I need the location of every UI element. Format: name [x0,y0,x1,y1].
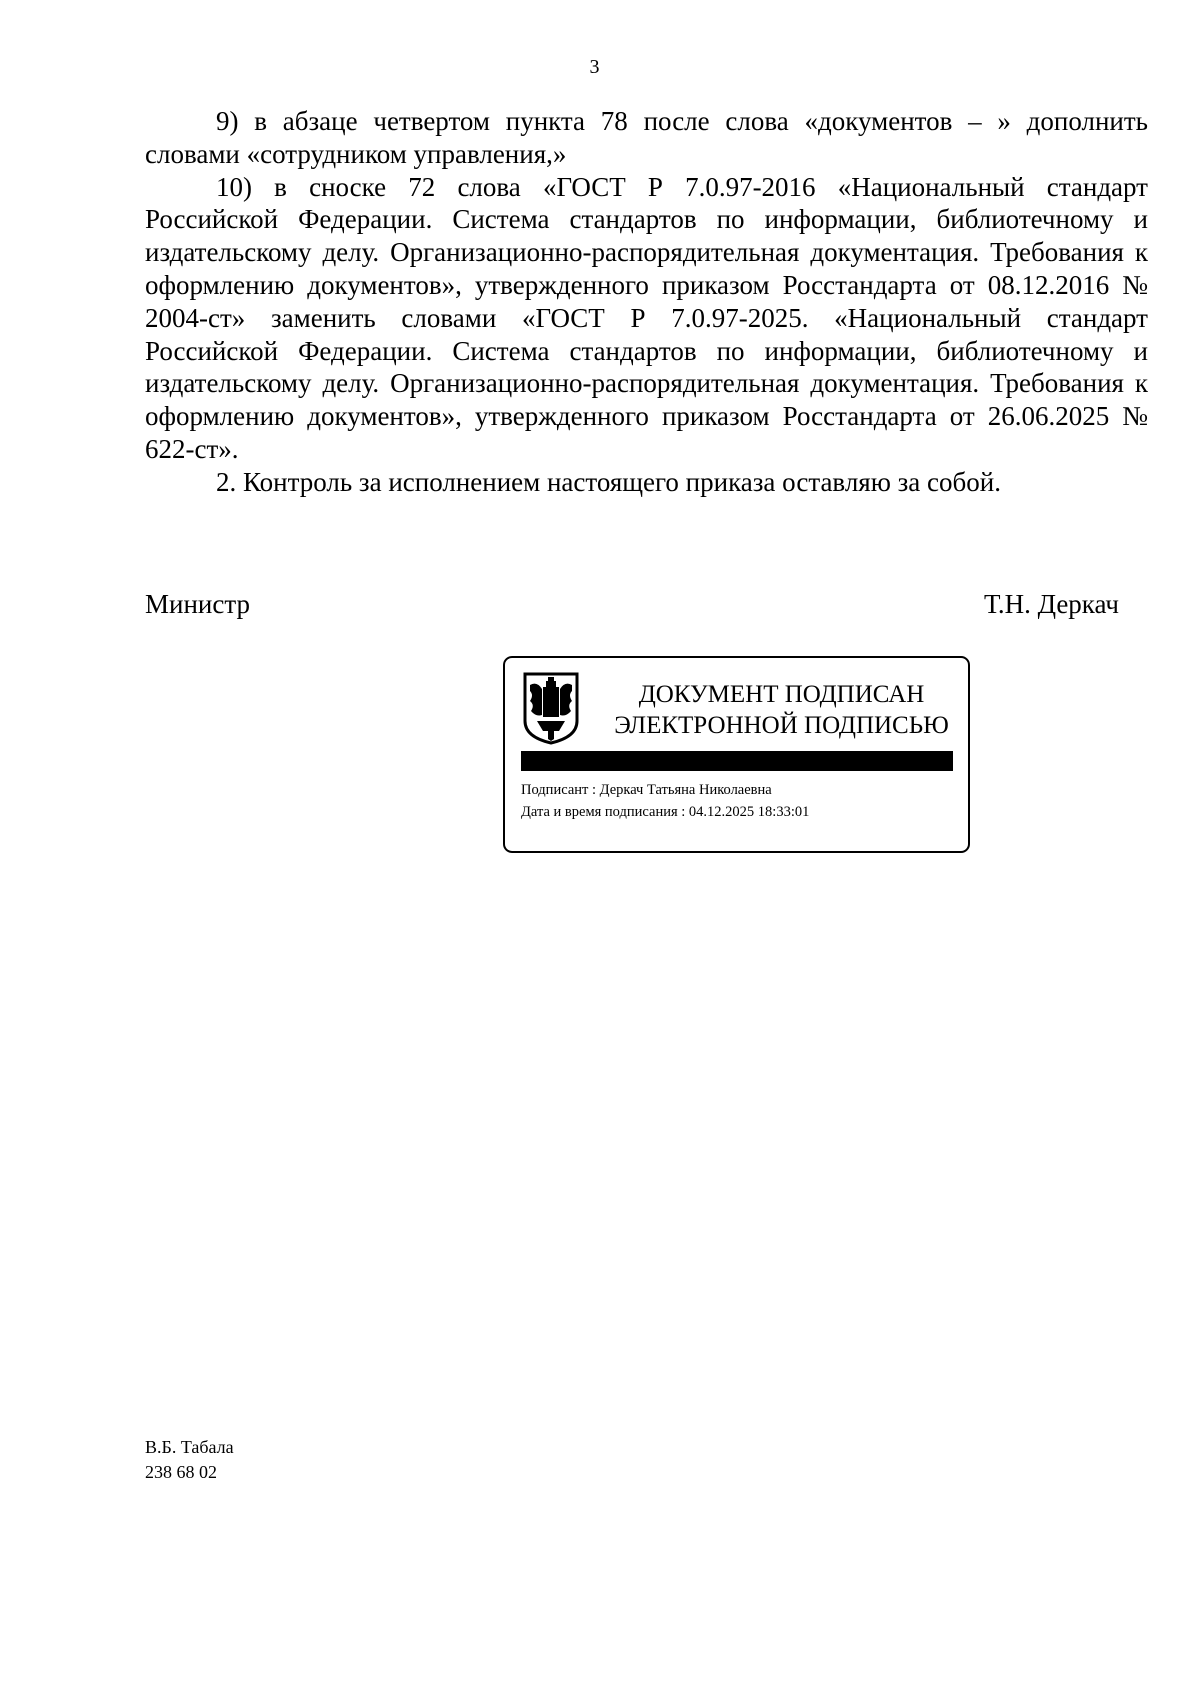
signatory-position: Министр [145,589,250,619]
stamp-divider-bar [521,751,953,771]
stamp-title-line-1: ДОКУМЕНТ ПОДПИСАН [638,681,925,708]
stamp-signer: Подписант : Деркач Татьяна Николаевна [521,782,772,798]
order-text [145,105,1148,499]
executor-name: В.Б. Табала [145,1437,234,1457]
paragraph-item-9: 9) в абзаце четвертом пункта 78 после слова «документов – » дополнить словами «сотрудником управления,» [145,106,1148,169]
electronic-signature-stamp [503,656,970,853]
coat-of-arms-icon [521,671,581,745]
page-number: 3 [589,56,600,78]
paragraph-control: 2. Контроль за исполнением настоящего приказа оставляю за собой. [216,466,1001,497]
stamp-title [605,679,958,741]
paragraph-item-10: 10) в сноске 72 слова «ГОСТ Р 7.0.97-2016 «Национальный стандарт Российской Федерации. Система стандартов по информации, библиотечному и издательскому делу. Организационно-распорядительная документация. Требования к оформлению документов», утвержденного приказом Росстандарта от 08.12.2016 № 2004-ст» заменить словами «ГОСТ Р 7.0.97-2025. «Национальный стандарт Российской Федерации. Система стандартов по информации, библиотечному и издательскому делу. Организационно-распорядительная документация. Требования к оформлению документов», утвержденного приказом Росстандарта от 26.06.2025 № 622-ст». [145,171,1148,464]
executor-phone: 238 68 02 [145,1462,217,1482]
signatory-name: Т.Н. Деркач [984,589,1119,619]
stamp-title-line-2: ЭЛЕКТРОННОЙ ПОДПИСЬЮ [614,712,949,739]
stamp-datetime: Дата и время подписания : 04.12.2025 18:33:01 [521,804,810,820]
